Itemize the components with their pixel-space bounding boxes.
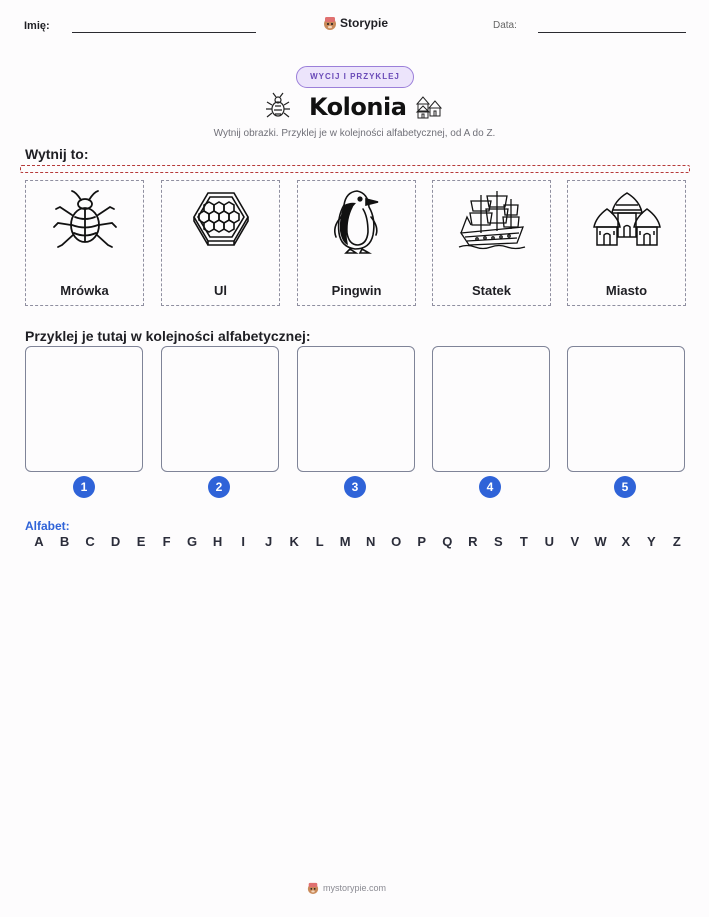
date-line <box>538 32 686 33</box>
storypie-mascot-icon <box>307 881 319 895</box>
alphabet-letter: E <box>136 534 146 549</box>
alphabet-letter: W <box>594 534 607 549</box>
cut-card-ship[interactable] <box>432 180 551 306</box>
card-label: Mrówka <box>60 283 109 298</box>
slot-number-badge: 4 <box>479 476 501 498</box>
alphabet-letter: Q <box>442 534 453 549</box>
alphabet-letter: R <box>468 534 478 549</box>
alphabet-letter: F <box>162 534 171 549</box>
alphabet-label: Alfabet: <box>25 519 70 533</box>
alphabet-letter: G <box>187 534 198 549</box>
ship-icon <box>457 187 527 257</box>
instructions: Wytnij obrazki. Przyklej je w kolejności alfabetycznej, od A do Z. <box>213 128 496 139</box>
footer-url[interactable]: mystorypie.com <box>323 883 387 893</box>
alphabet-letter: I <box>241 534 245 549</box>
beehive-icon <box>186 187 256 257</box>
slot-number-badge: 1 <box>73 476 95 498</box>
cut-card-huts[interactable] <box>567 180 686 306</box>
slot-number-badge: 5 <box>614 476 636 498</box>
penguin-icon <box>322 187 392 257</box>
alphabet-letter: M <box>339 534 351 549</box>
alphabet-letter: O <box>391 534 402 549</box>
cut-card-beehive[interactable] <box>161 180 280 306</box>
slot-number-badge: 3 <box>344 476 366 498</box>
alphabet-letter: J <box>265 534 273 549</box>
page-title: Kolonia <box>309 93 407 121</box>
cut-line <box>20 165 690 173</box>
name-label: Imię: <box>24 20 50 32</box>
alphabet-letter: L <box>315 534 324 549</box>
alphabet-letter: H <box>212 534 223 549</box>
alphabet-row <box>33 534 683 549</box>
alphabet-letter: S <box>493 534 503 549</box>
title-row <box>264 92 446 122</box>
worksheet-header <box>0 0 709 50</box>
date-label: Data: <box>493 20 517 31</box>
alphabet-letter: D <box>110 534 121 549</box>
alphabet-letter: P <box>417 534 427 549</box>
alphabet-letter: A <box>34 534 44 549</box>
cut-section-title: Wytnij to: <box>25 146 89 162</box>
alphabet-letter: U <box>544 534 554 549</box>
card-label: Ul <box>214 283 227 298</box>
activity-badge: WYCIJ I PRZYKLEJ <box>296 66 414 88</box>
ant-icon <box>264 92 292 120</box>
huts-icon <box>592 187 662 257</box>
storypie-logo <box>323 14 388 32</box>
cut-card-ant[interactable] <box>25 180 144 306</box>
alphabet-letter: Y <box>647 534 656 549</box>
alphabet-letter: K <box>289 534 299 549</box>
alphabet-letter: Z <box>672 534 681 549</box>
paste-slot-1[interactable] <box>25 346 143 472</box>
huts-icon <box>414 94 444 120</box>
footer <box>307 879 386 897</box>
cut-card-penguin[interactable] <box>297 180 416 306</box>
alphabet-letter: X <box>621 534 631 549</box>
paste-slot-2[interactable] <box>161 346 279 472</box>
alphabet-letter: V <box>570 534 580 549</box>
alphabet-letter: N <box>366 534 376 549</box>
card-label: Statek <box>471 283 512 298</box>
paste-slot-5[interactable] <box>567 346 685 472</box>
slot-number-badge: 2 <box>208 476 230 498</box>
storypie-mascot-icon <box>323 15 337 31</box>
alphabet-letter: B <box>59 534 70 549</box>
card-label: Miasto <box>605 283 648 298</box>
alphabet-letter: C <box>85 534 95 549</box>
alphabet-letter: T <box>519 534 528 549</box>
card-label: Pingwin <box>331 283 382 298</box>
ant-icon <box>50 187 120 257</box>
brand-name: Storypie <box>340 16 389 30</box>
name-line <box>72 32 256 33</box>
paste-slot-3[interactable] <box>297 346 415 472</box>
paste-slot-4[interactable] <box>432 346 550 472</box>
paste-section-title: Przyklej je tutaj w kolejności alfabetycznej: <box>25 328 311 344</box>
